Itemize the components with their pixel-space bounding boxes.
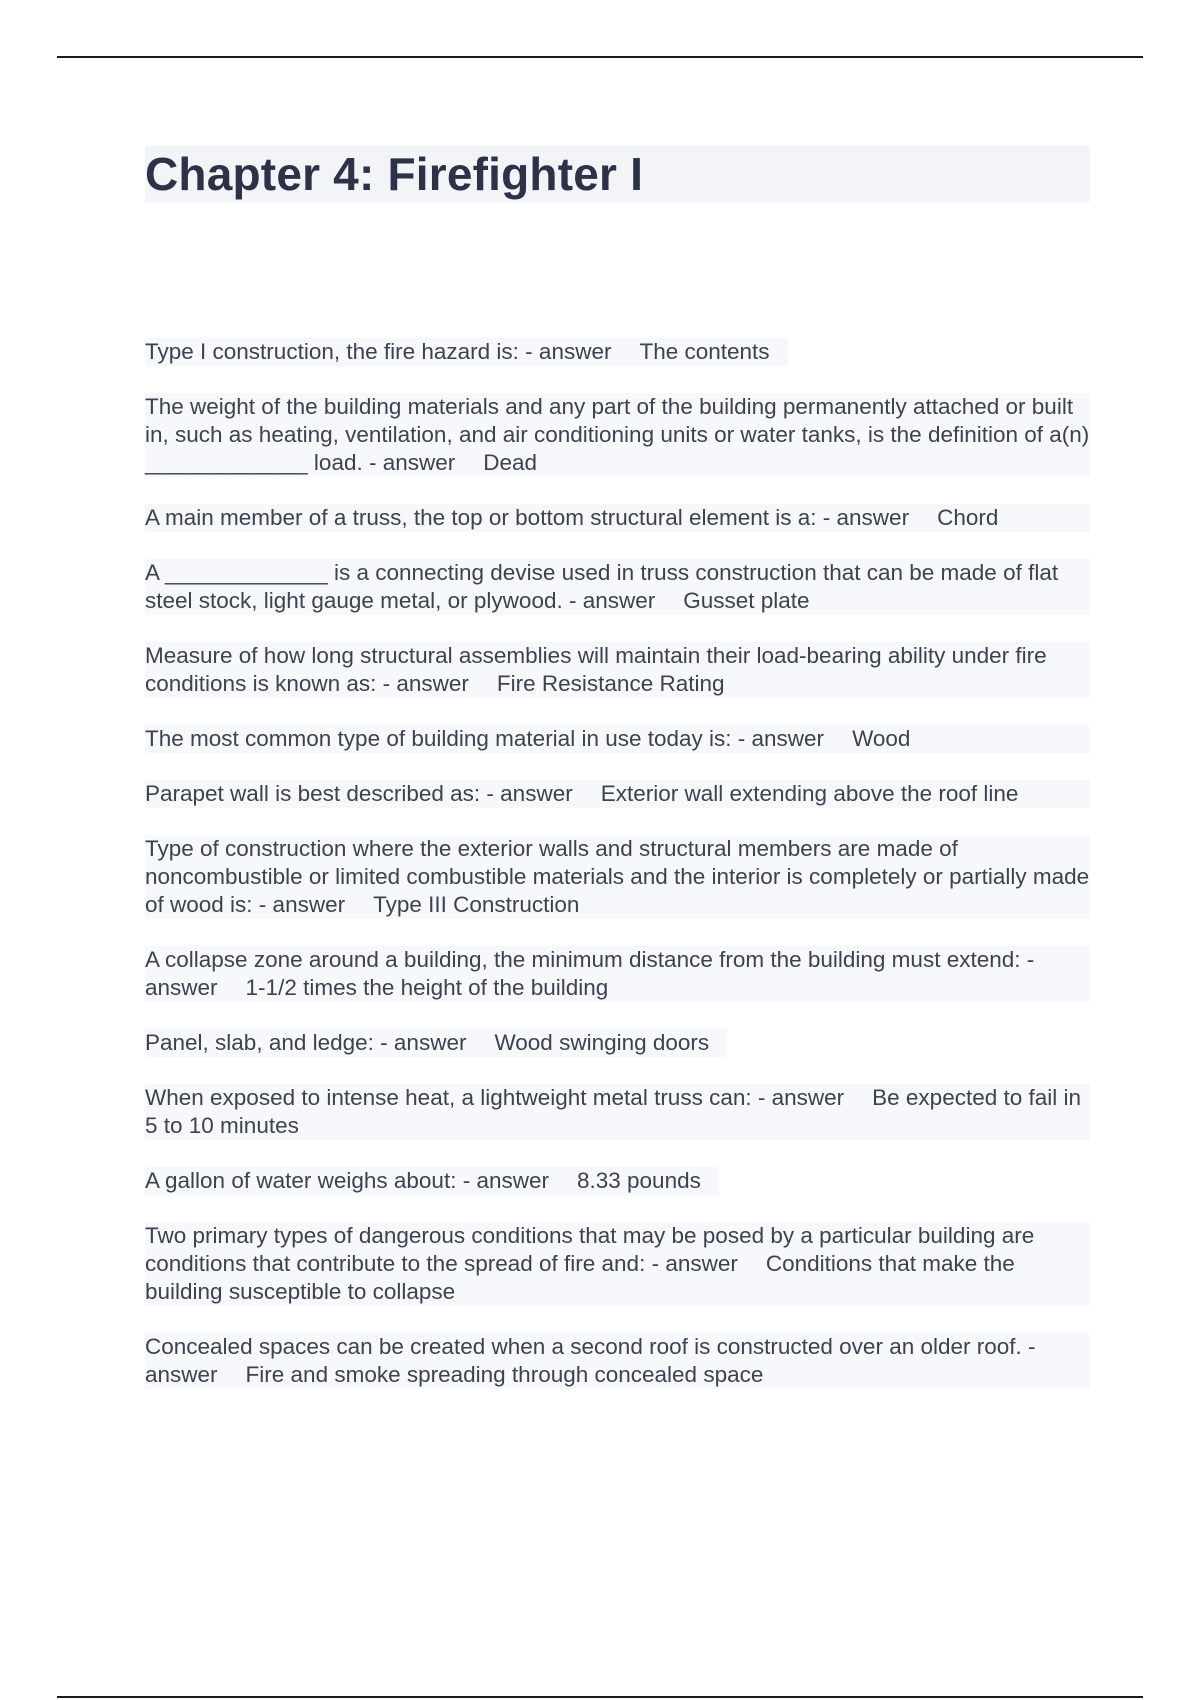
- qa-item: [145, 504, 1090, 532]
- qa-item: [145, 1222, 1090, 1306]
- question-text: A collapse zone around a building, the minimum distance from the building must extend: - answer: [145, 947, 1035, 1000]
- answer-text: Fire Resistance Rating: [496, 671, 725, 696]
- qa-item: [145, 559, 1090, 615]
- question-text: Type I construction, the fire hazard is: - answer: [145, 339, 612, 364]
- answer-text: Fire and smoke spreading through concealed space: [245, 1362, 764, 1387]
- qa-item: [145, 1333, 1090, 1389]
- question-text: A gallon of water weighs about: - answer: [145, 1168, 549, 1193]
- answer-text: Dead: [483, 450, 538, 475]
- qa-item: [145, 946, 1090, 1002]
- qa-item: [145, 338, 1090, 366]
- question-text: Two primary types of dangerous conditions that may be posed by a particular building are conditions that contribute to the spread of fire and: - answer: [145, 1223, 1035, 1276]
- question-text: Concealed spaces can be created when a second roof is constructed over an older roof. - answer: [145, 1334, 1036, 1387]
- qa-item: [145, 725, 1090, 753]
- question-text: The weight of the building materials and any part of the building permanently attached or built in, such as heating, ventilation, and air conditioning units or water tanks, is the definition of a(n) _____________ load. - answer: [145, 394, 1090, 475]
- question-text: The most common type of building material in use today is: - answer: [145, 726, 825, 751]
- bottom-rule: [57, 1696, 1143, 1698]
- answer-text: 1-1/2 times the height of the building: [245, 975, 609, 1000]
- page-title: Chapter 4: Firefighter I: [145, 148, 644, 200]
- answer-text: Gusset plate: [683, 588, 810, 613]
- answer-text: Exterior wall extending above the roof line: [600, 781, 1019, 806]
- answer-text: 8.33 pounds: [576, 1168, 701, 1193]
- top-rule: [57, 56, 1143, 58]
- answer-text: Chord: [937, 505, 999, 530]
- answer-text: Type III Construction: [373, 892, 580, 917]
- qa-item: [145, 642, 1090, 698]
- qa-item: [145, 1084, 1090, 1140]
- answer-text: The contents: [639, 339, 770, 364]
- question-text: Panel, slab, and ledge: - answer: [145, 1030, 467, 1055]
- qa-item: [145, 393, 1090, 477]
- question-text: Type of construction where the exterior walls and structural members are made of noncombustible or limited combustible materials and the interior is completely or partially made of wood is: - answer: [145, 836, 1090, 917]
- answer-text: Be expected to fail in 5 to 10 minutes: [145, 1085, 1082, 1138]
- qa-item: [145, 1167, 1090, 1195]
- answer-text: Conditions that make the building susceptible to collapse: [145, 1251, 1015, 1304]
- qa-item: [145, 1029, 1090, 1057]
- question-text: A _____________ is a connecting devise used in truss construction that can be made of flat steel stock, light gauge metal, or plywood. - answer: [145, 560, 1059, 613]
- qa-list: [145, 338, 1090, 1416]
- qa-item: [145, 835, 1090, 919]
- question-text: A main member of a truss, the top or bottom structural element is a: - answer: [145, 505, 910, 530]
- question-text: Parapet wall is best described as: - answer: [145, 781, 573, 806]
- qa-item: [145, 780, 1090, 808]
- question-text: When exposed to intense heat, a lightweight metal truss can: - answer: [145, 1085, 845, 1110]
- answer-text: Wood swinging doors: [494, 1030, 710, 1055]
- question-text: Measure of how long structural assemblies will maintain their load-bearing ability under fire conditions is known as: - answer: [145, 643, 1047, 696]
- answer-text: Wood: [852, 726, 911, 751]
